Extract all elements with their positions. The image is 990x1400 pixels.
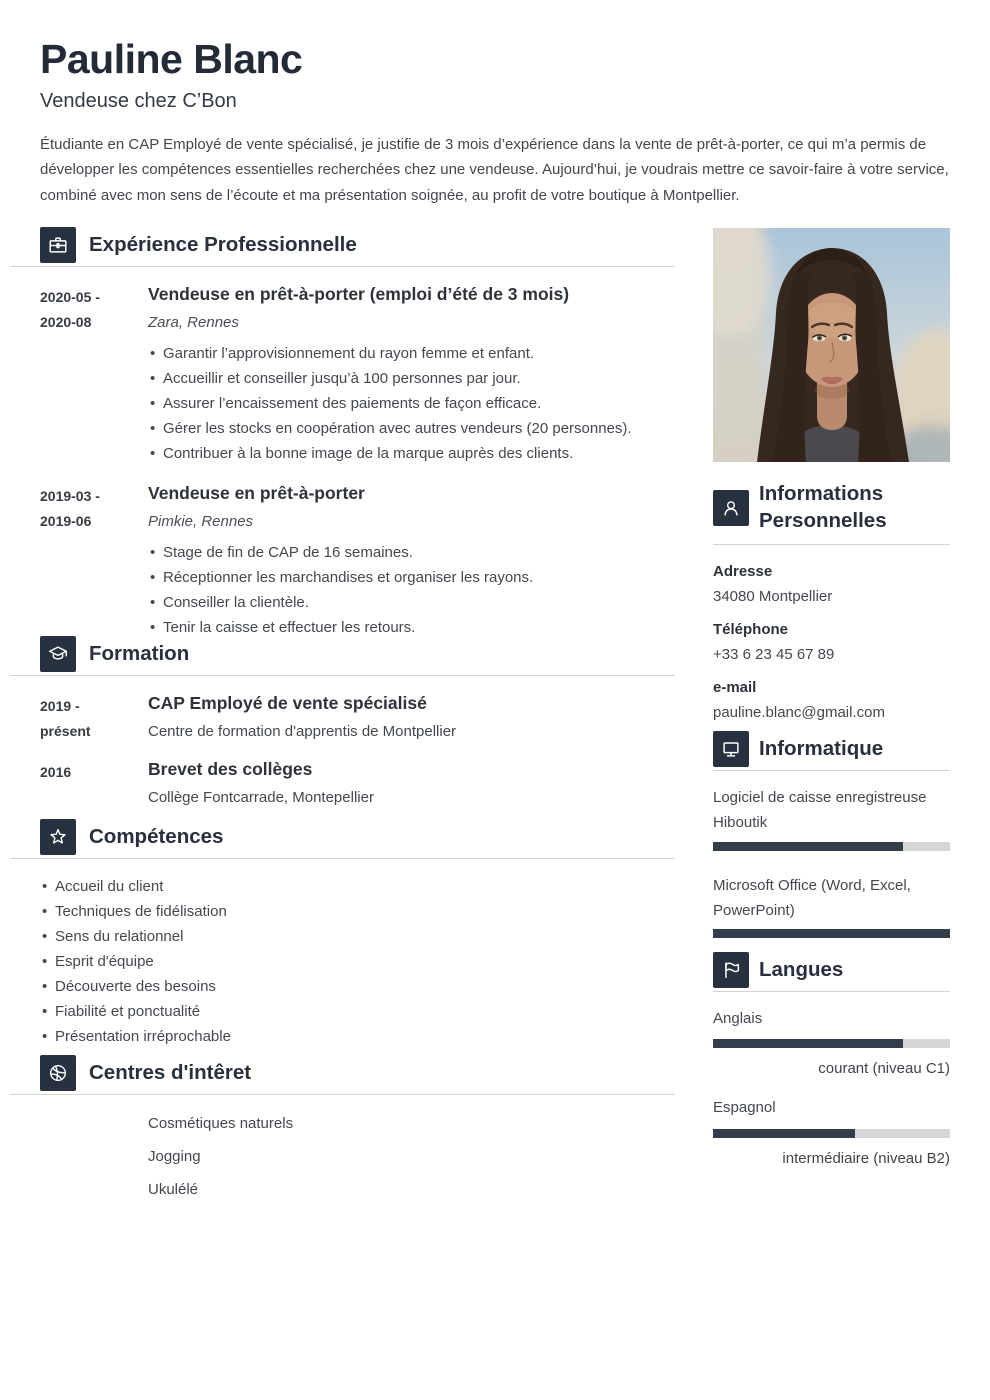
language-progress-fill — [713, 1039, 903, 1048]
section-title: Compétences — [89, 825, 224, 848]
language-item — [713, 1095, 950, 1170]
bullet-item: • Accueillir et conseiller jusqu’à 100 personnes par jour. — [148, 366, 675, 391]
school-name: Collège Fontcarrade, Montepellier — [148, 789, 374, 806]
entry-dates: 2019 - présent — [40, 698, 91, 739]
language-item — [713, 1006, 950, 1081]
field-label: e-mail — [713, 679, 757, 696]
job-role: Vendeuse en prêt-à-porter — [148, 483, 365, 503]
software-skill — [713, 785, 950, 851]
experience-entry — [40, 283, 675, 466]
skill-item: • Sens du relationnel — [40, 924, 675, 949]
section-header — [713, 731, 950, 771]
section-formation — [10, 636, 675, 806]
interest-item: Cosmétiques naturels — [148, 1115, 294, 1132]
contact-field — [713, 617, 950, 667]
field-value: pauline.blanc@gmail.com — [713, 704, 885, 721]
section-header — [10, 1055, 675, 1095]
skill-item: • Présentation irréprochable — [40, 1024, 675, 1049]
section-title: Centres d'intêret — [89, 1061, 252, 1084]
section-header — [713, 952, 950, 992]
section-header — [10, 636, 675, 676]
section-title: Langues — [759, 957, 844, 981]
section-title: Informatique — [759, 736, 884, 760]
experience-entry — [40, 482, 675, 640]
bullet-item: • Réceptionner les marchandises et organiser les rayons. — [148, 565, 675, 590]
skill-progress-fill — [713, 842, 903, 851]
profile-summary: Étudiante en CAP Employé de vente spécialisé, je justifie de 3 mois d’expérience dans la vente de prêt-à-porter, ce qui m’a permis de développer les compétences essentielles recherchées chez une vendeuse. Aujourd’hui, je voudrais mettre ce savoir-faire à votre service, combiné avec mon sens de l’écoute et ma présentation soignée, au profit de votre boutique à Montpellier. — [40, 136, 949, 204]
section-competences — [10, 819, 675, 1049]
interest-item: Ukulélé — [148, 1181, 199, 1198]
section-title: Formation — [89, 642, 190, 665]
interest-item: Jogging — [148, 1148, 201, 1165]
person-icon — [713, 490, 749, 526]
skill-item: • Esprit d'équipe — [40, 949, 675, 974]
software-skill — [713, 873, 950, 939]
interests-list — [148, 1107, 675, 1206]
skill-item: • Accueil du client — [40, 874, 675, 899]
job-bullet-list — [148, 341, 675, 466]
section-experience — [10, 227, 675, 640]
profile-photo — [713, 228, 950, 462]
job-role: Vendeuse en prêt-à-porter (emploi d’été de 3 mois) — [148, 284, 570, 304]
language-progress-bar — [713, 1039, 950, 1048]
entry-dates: 2019-03 - 2019-06 — [40, 488, 100, 529]
graduation-cap-icon — [40, 636, 76, 672]
degree-title: Brevet des collèges — [148, 759, 313, 779]
monitor-icon — [713, 731, 749, 767]
job-organization: Pimkie, Rennes — [148, 513, 254, 530]
star-icon — [40, 819, 76, 855]
contact-field — [713, 559, 950, 609]
bullet-item: • Gérer les stocks en coopération avec autres vendeurs (20 personnes). — [148, 416, 675, 441]
skill-progress-fill — [713, 929, 950, 938]
skill-name: Logiciel de caisse enregistreuse Hiboutik — [713, 789, 927, 832]
bullet-item: • Tenir la caisse et effectuer les retours. — [148, 615, 675, 640]
section-title: Informations Personnelles — [759, 482, 887, 532]
field-label: Adresse — [713, 563, 773, 580]
language-progress-bar — [713, 1129, 950, 1138]
section-title: Expérience Professionnelle — [89, 233, 357, 256]
bullet-item: • Contribuer à la bonne image de la marque auprès des clients. — [148, 441, 675, 466]
section-interets — [10, 1055, 675, 1206]
dribbble-ball-icon — [40, 1055, 76, 1091]
language-name: Espagnol — [713, 1099, 776, 1117]
school-name: Centre de formation d'apprentis de Montpellier — [148, 723, 457, 740]
section-header — [10, 227, 675, 267]
degree-title: CAP Employé de vente spécialisé — [148, 693, 427, 713]
skill-item: • Fiabilité et ponctualité — [40, 999, 675, 1024]
field-value: +33 6 23 45 67 89 — [713, 646, 835, 663]
section-langues — [713, 952, 950, 1171]
bullet-item: • Assurer l’encaissement des paiements de façon efficace. — [148, 391, 675, 416]
language-level: courant (niveau C1) — [818, 1060, 950, 1078]
skill-progress-bar — [713, 929, 950, 938]
job-bullet-list — [148, 540, 675, 640]
formation-entry — [40, 692, 675, 744]
section-personal-info — [713, 481, 950, 733]
skill-item: • Techniques de fidélisation — [40, 899, 675, 924]
entry-dates: 2020-05 - 2020-08 — [40, 289, 100, 330]
bullet-item: • Conseiller la clientèle. — [148, 590, 675, 615]
field-value: 34080 Montpellier — [713, 588, 833, 605]
bullet-item: • Garantir l’approvisionnement du rayon femme et enfant. — [148, 341, 675, 366]
flag-icon — [713, 952, 749, 988]
entry-dates: 2016 — [40, 764, 72, 780]
language-progress-fill — [713, 1129, 855, 1138]
section-header — [713, 481, 950, 545]
briefcase-icon — [40, 227, 76, 263]
section-informatique — [713, 731, 950, 938]
section-header — [10, 819, 675, 859]
contact-field — [713, 675, 950, 725]
skills-list — [40, 874, 675, 1049]
job-organization: Zara, Rennes — [148, 314, 239, 331]
language-name: Anglais — [713, 1010, 763, 1027]
skill-progress-bar — [713, 842, 950, 851]
job-title: Vendeuse chez C’Bon — [40, 90, 237, 112]
name-heading: Pauline Blanc — [40, 36, 303, 82]
bullet-item: • Stage de fin de CAP de 16 semaines. — [148, 540, 675, 565]
language-level: intermédiaire (niveau B2) — [782, 1149, 950, 1167]
field-label: Téléphone — [713, 621, 789, 638]
formation-entry — [40, 758, 675, 806]
skill-name: Microsoft Office (Word, Excel, PowerPoint) — [713, 876, 911, 919]
skill-item: • Découverte des besoins — [40, 974, 675, 999]
